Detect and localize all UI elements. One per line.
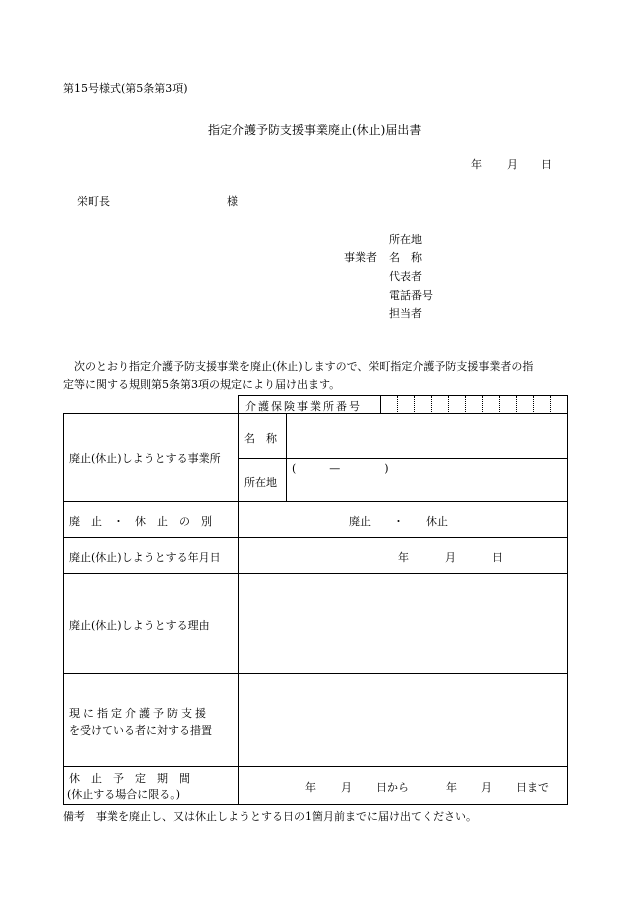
applicant-contact-label: 担当者 [389, 307, 422, 320]
digit-divider [482, 396, 483, 412]
period-start-year-label: 年 [305, 781, 316, 794]
submission-day-label: 日 [541, 158, 552, 171]
table-border [567, 395, 568, 805]
digit-divider [499, 396, 500, 412]
period-start-month-label: 月 [341, 781, 352, 794]
period-end-day-label: 日まで [516, 781, 549, 794]
submission-month-label: 月 [507, 158, 518, 171]
table-border [63, 573, 568, 574]
form-number: 第15号様式(第5条第3項) [63, 82, 188, 95]
period-label-line-1: 休 止 予 定 期 間 [69, 772, 190, 785]
table-border [238, 458, 568, 459]
office-name-label: 名 称 [244, 432, 277, 445]
applicant-name-label: 名 称 [389, 251, 422, 264]
digit-divider [533, 396, 534, 412]
table-border [286, 413, 287, 501]
applicant-phone-label: 電話番号 [389, 289, 433, 302]
date-label: 廃止(休止)しようとする年月日 [69, 551, 221, 564]
table-border [238, 395, 568, 396]
intro-line-1: 次のとおり指定介護予防支援事業を廃止(休止)しますので、栄町指定介護予防支援事業者の指 [63, 360, 534, 373]
table-border [63, 766, 568, 767]
applicant-label: 事業者 [344, 251, 377, 264]
digit-divider [448, 396, 449, 412]
applicant-representative-label: 代表者 [389, 270, 422, 283]
postal-code-template: ( — ) [292, 462, 389, 475]
digit-divider [550, 396, 551, 412]
page-title: 指定介護予防支援事業廃止(休止)届出書 [208, 123, 422, 137]
type-label: 廃 止 ・ 休 止 の 別 [69, 515, 212, 528]
addressee-name: 栄町長 [77, 195, 110, 208]
date-day-label: 日 [492, 551, 503, 564]
table-border [238, 395, 239, 805]
table-border [63, 804, 568, 805]
digit-divider [431, 396, 432, 412]
applicant-address-label: 所在地 [389, 233, 422, 246]
measures-label-line-1: 現に指定介護予防支援 [69, 707, 209, 720]
digit-divider [516, 396, 517, 412]
office-label: 廃止(休止)しようとする事業所 [69, 452, 221, 465]
period-label-line-2: (休止する場合に限る。) [67, 788, 181, 801]
intro-paragraph [63, 358, 533, 394]
reason-label: 廃止(休止)しようとする理由 [69, 619, 210, 632]
office-address-label: 所在地 [244, 476, 277, 489]
date-year-label: 年 [398, 551, 409, 564]
period-end-year-label: 年 [446, 781, 457, 794]
footnote: 備考 事業を廃止し、又は休止しようとする日の1箇月前までに届け出てください。 [63, 810, 477, 823]
digit-divider [397, 396, 398, 412]
date-month-label: 月 [445, 551, 456, 564]
period-end-month-label: 月 [481, 781, 492, 794]
table-border [63, 673, 568, 674]
digit-divider [414, 396, 415, 412]
addressee-suffix: 様 [227, 195, 238, 208]
digit-divider [465, 396, 466, 412]
table-border [380, 395, 381, 413]
table-border [63, 537, 568, 538]
measures-label-line-2: を受けている者に対する措置 [69, 724, 212, 737]
table-border [63, 501, 568, 502]
office-number-label: 介護保険事業所番号 [245, 400, 362, 413]
period-start-day-label: 日から [376, 781, 409, 794]
type-value: 廃止 ・ 休止 [349, 515, 448, 528]
intro-line-2: 定等に関する規則第5条第3項の規定により届け出ます。 [63, 378, 341, 391]
table-border [63, 413, 64, 805]
submission-year-label: 年 [471, 158, 482, 171]
